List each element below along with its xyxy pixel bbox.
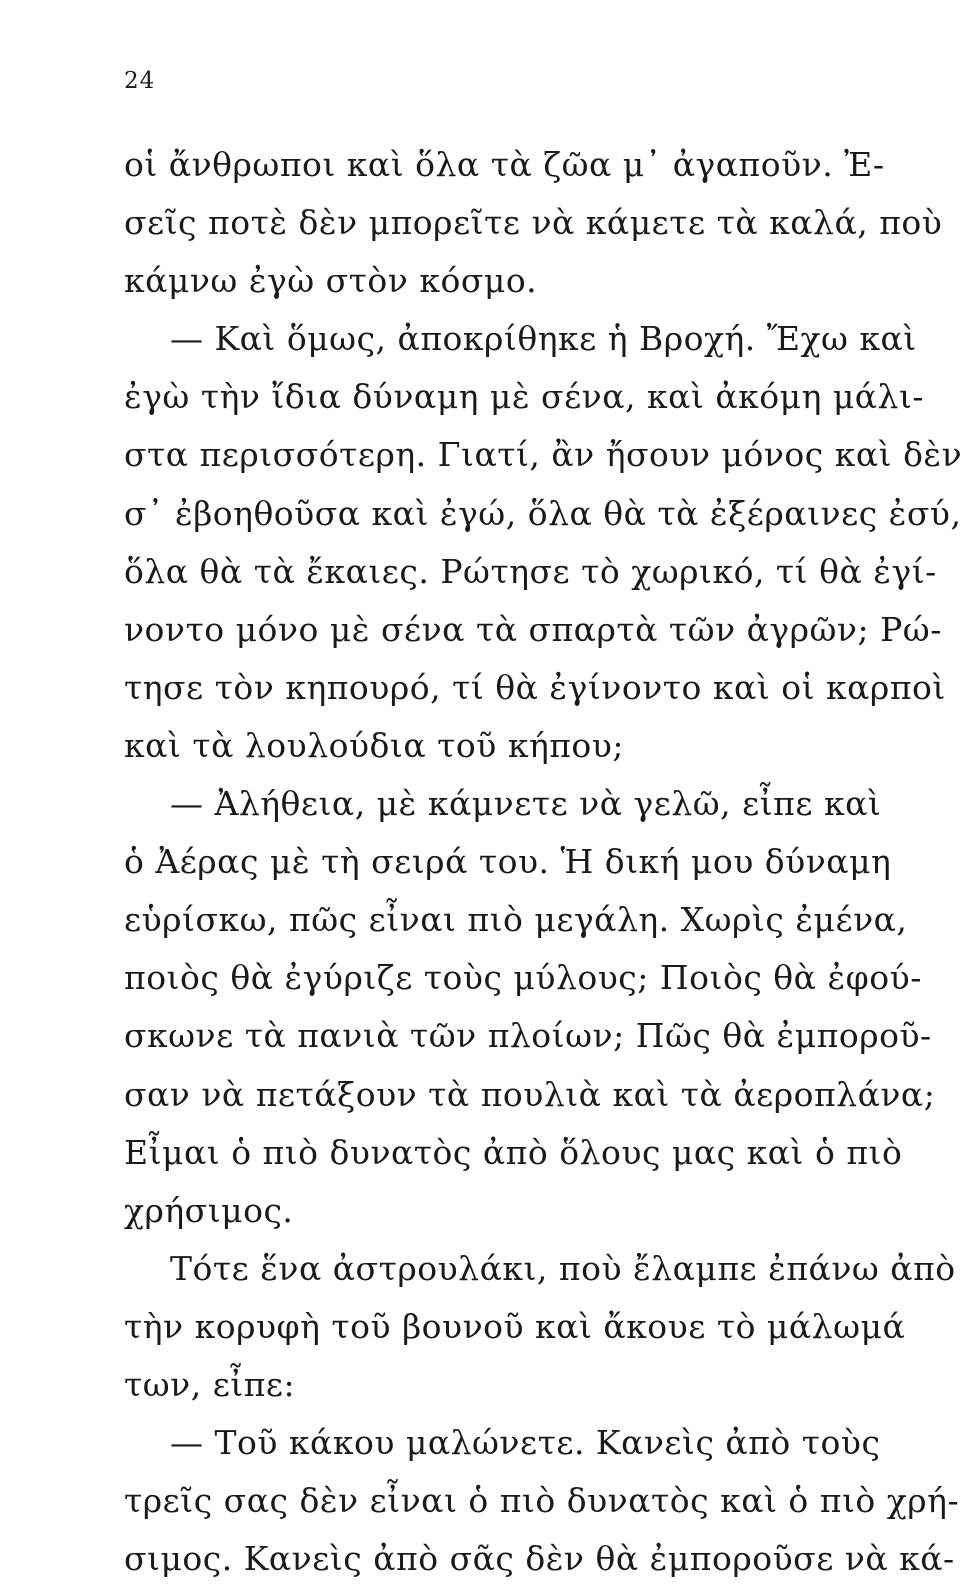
text-line: σ᾽ ἐβοηθοῦσα καὶ ἐγώ, ὅλα θὰ τὰ ἐξέραινες ἐσύ, (124, 493, 962, 533)
text-line: σεῖς ποτὲ δὲν μπορεῖτε νὰ κάμετε τὰ καλά, ποὺ (124, 203, 943, 243)
text-line: Εἶμαι ὁ πιὸ δυνατὸς ἀπὸ ὅλους μας καὶ ὁ πιὸ (124, 1132, 903, 1172)
text-line: τὴν κορυφὴ τοῦ βουνοῦ καὶ ἄκουε τὸ μάλωμά (124, 1306, 906, 1346)
text-line: ὁ Ἀέρας μὲ τὴ σειρά του. Ἡ δική μου δύναμη (124, 842, 892, 882)
text-line: κάμνω ἐγὼ στὸν κόσμο. (124, 261, 538, 301)
text-line: εὑρίσκω, πῶς εἶναι πιὸ μεγάλη. Χωρὶς ἐμένα, (124, 900, 908, 940)
text-line: ἐγὼ τὴν ἴδια δύναμη μὲ σένα, καὶ ἀκόμη μάλι- (124, 377, 925, 417)
text-line: — Τοῦ κάκου μαλώνετε. Κανεὶς ἀπὸ τοὺς (170, 1423, 881, 1463)
text-line: καὶ τὰ λουλούδια τοῦ κήπου; (124, 725, 624, 765)
text-line: σιμος. Κανεὶς ἀπὸ σᾶς δὲν θὰ ἐμποροῦσε νὰ κά- (124, 1539, 955, 1579)
text-line: ποιὸς θὰ ἐγύριζε τοὺς μύλους; Ποιὸς θὰ ἐφού- (124, 958, 922, 998)
text-line: τρεῖς σας δὲν εἶναι ὁ πιὸ δυνατὸς καὶ ὁ πιὸ χρή- (124, 1481, 960, 1521)
body-text (124, 136, 963, 1588)
text-line: σαν νὰ πετάξουν τὰ πουλιὰ καὶ τὰ ἀεροπλάνα; (124, 1074, 936, 1114)
text-line: — Καὶ ὅμως, ἀποκρίθηκε ἡ Βροχή. Ἔχω καὶ (170, 319, 917, 359)
text-line: σκωνε τὰ πανιὰ τῶν πλοίων; Πῶς θὰ ἐμποροῦ- (124, 1016, 932, 1056)
text-line: νοντο μόνο μὲ σένα τὰ σπαρτὰ τῶν ἀγρῶν; Ρώ- (124, 609, 942, 649)
text-line: τησε τὸν κηπουρό, τί θὰ ἐγίνοντο καὶ οἱ καρποὶ (124, 667, 946, 707)
text-line: χρήσιμος. (124, 1190, 294, 1230)
text-line: Τότε ἕνα ἀστρουλάκι, ποὺ ἔλαμπε ἐπάνω ἀπὸ (170, 1248, 956, 1288)
text-line: ὅλα θὰ τὰ ἔκαιες. Ρώτησε τὸ χωρικό, τί θὰ ἐγί- (124, 551, 937, 591)
page-number: 24 (124, 68, 156, 94)
text-line: οἱ ἄνθρωποι καὶ ὅλα τὰ ζῶα μ᾽ ἀγαποῦν. Ἐ- (124, 145, 885, 184)
text-line: — Ἀλήθεια, μὲ κάμνετε νὰ γελῶ, εἶπε καὶ (170, 784, 882, 824)
text-line: στα περισσότερη. Γιατί, ἂν ἤσουν μόνος καὶ δὲν (124, 435, 963, 475)
text-line: των, εἶπε: (124, 1364, 296, 1404)
